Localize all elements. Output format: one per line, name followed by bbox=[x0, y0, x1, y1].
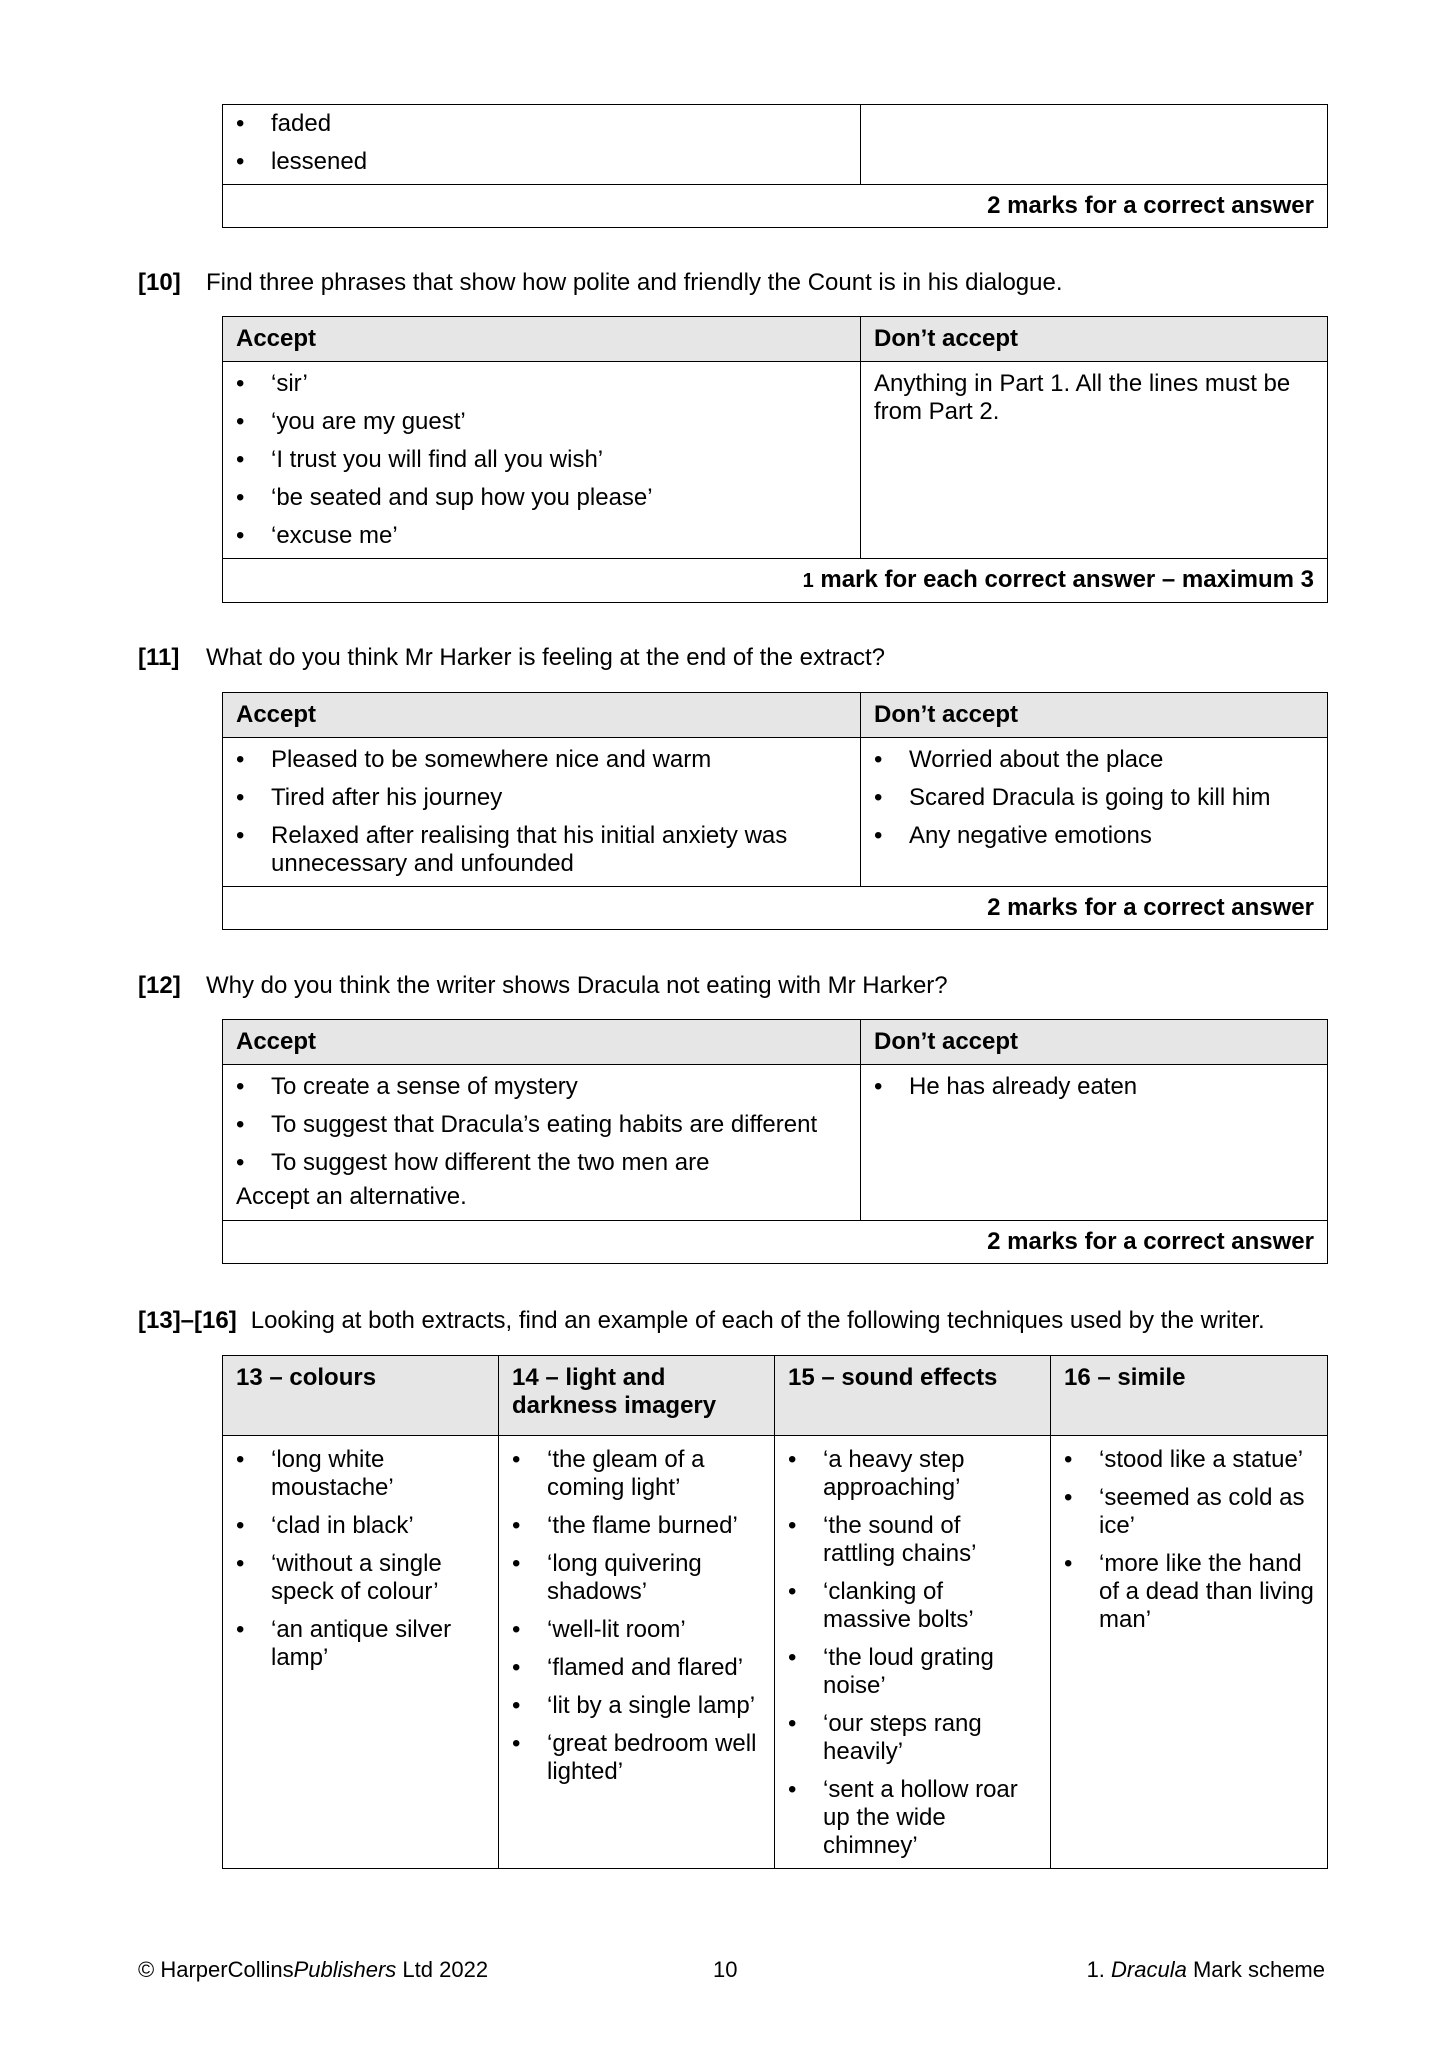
list-item: • Pleased to be somewhere nice and warm bbox=[236, 746, 847, 774]
list-item: • ‘seemed as cold as ice’ bbox=[1064, 1484, 1314, 1540]
question-11 bbox=[138, 643, 885, 673]
light-cell bbox=[499, 1436, 775, 1869]
accept-note: Accept an alternative. bbox=[236, 1183, 467, 1210]
list-item: • Worried about the place bbox=[874, 746, 1314, 774]
sound-cell bbox=[775, 1436, 1051, 1869]
list-item: • Relaxed after realising that his initial anxiety was unnecessary and unfounded bbox=[236, 822, 847, 878]
doc-prefix: 1. bbox=[1086, 1957, 1112, 1982]
footer-doc-title bbox=[1087, 1955, 1325, 1985]
dont-accept-header: Don’t accept bbox=[861, 317, 1328, 362]
question-text: Looking at both extracts, find an example of each of the following techniques used by the writer. bbox=[250, 1307, 1265, 1334]
question-12 bbox=[138, 971, 948, 1001]
question-text: What do you think Mr Harker is feeling at the end of the extract? bbox=[206, 644, 886, 671]
list-item: • To suggest that Dracula’s eating habits are different bbox=[236, 1111, 847, 1139]
accept-header: Accept bbox=[223, 1020, 861, 1065]
list-item: • ‘without a single speck of colour’ bbox=[236, 1550, 485, 1606]
q11-table bbox=[222, 692, 1328, 930]
list-item: • ‘sir’ bbox=[236, 370, 847, 398]
footer-copyright bbox=[138, 1955, 488, 1985]
list-item: • faded bbox=[236, 110, 847, 138]
q10-table bbox=[222, 316, 1328, 603]
list-item: • He has already eaten bbox=[874, 1073, 1314, 1101]
list-item: • ‘our steps rang heavily’ bbox=[788, 1710, 1037, 1766]
column-header-light: 14 – light and darkness imagery bbox=[499, 1356, 775, 1436]
list-item: • ‘lit by a single lamp’ bbox=[512, 1692, 761, 1720]
page-number: 10 bbox=[713, 1957, 738, 1982]
list-item: • To suggest how different the two men are bbox=[236, 1149, 847, 1177]
question-13-16 bbox=[138, 1306, 1265, 1336]
column-header-sound: 15 – sound effects bbox=[775, 1356, 1051, 1436]
marks-row: 2 marks for a correct answer bbox=[223, 185, 1328, 228]
question-number: [10] bbox=[138, 269, 181, 296]
doc-title-italic: Dracula bbox=[1111, 1957, 1187, 1982]
list-item: • ‘sent a hollow roar up the wide chimney’ bbox=[788, 1776, 1037, 1860]
list-item: • ‘great bedroom well lighted’ bbox=[512, 1730, 761, 1786]
marks-number: 1 bbox=[802, 570, 814, 592]
dont-accept-cell: Anything in Part 1. All the lines must be from Part 2. bbox=[861, 362, 1328, 559]
question-number: [11] bbox=[138, 644, 180, 671]
list-item: • Tired after his journey bbox=[236, 784, 847, 812]
top-accept-cell bbox=[223, 105, 861, 185]
column-header-colours: 13 – colours bbox=[223, 1356, 499, 1436]
list-item: • ‘a heavy step approaching’ bbox=[788, 1446, 1037, 1502]
list-item: • ‘be seated and sup how you please’ bbox=[236, 484, 847, 512]
simile-cell bbox=[1051, 1436, 1328, 1869]
question-text: Why do you think the writer shows Dracula not eating with Mr Harker? bbox=[206, 972, 948, 999]
list-item: • ‘the flame burned’ bbox=[512, 1512, 761, 1540]
top-answer-table bbox=[222, 104, 1328, 228]
copyright-publishers: Publishers bbox=[293, 1957, 397, 1982]
list-item: • ‘clad in black’ bbox=[236, 1512, 485, 1540]
marks-row: 2 marks for a correct answer bbox=[223, 887, 1328, 930]
list-item: • ‘flamed and flared’ bbox=[512, 1654, 761, 1682]
accept-cell bbox=[223, 738, 861, 887]
marks-row: 2 marks for a correct answer bbox=[223, 1221, 1328, 1264]
marks-row bbox=[223, 559, 1328, 603]
accept-cell bbox=[223, 362, 861, 559]
dont-accept-cell bbox=[861, 738, 1328, 887]
question-number: [12] bbox=[138, 972, 181, 999]
list-item: • lessened bbox=[236, 148, 847, 176]
dont-accept-header: Don’t accept bbox=[861, 693, 1328, 738]
doc-suffix: Mark scheme bbox=[1186, 1957, 1325, 1982]
question-text: Find three phrases that show how polite and friendly the Count is in his dialogue. bbox=[206, 269, 1063, 296]
column-header-simile: 16 – simile bbox=[1051, 1356, 1328, 1436]
accept-header: Accept bbox=[223, 317, 861, 362]
list-item: • ‘the sound of rattling chains’ bbox=[788, 1512, 1037, 1568]
list-item: • ‘the gleam of a coming light’ bbox=[512, 1446, 761, 1502]
list-item: • ‘I trust you will find all you wish’ bbox=[236, 446, 847, 474]
accept-cell bbox=[223, 1065, 861, 1221]
list-item: • ‘you are my guest’ bbox=[236, 408, 847, 436]
copyright-suffix: Ltd 2022 bbox=[396, 1957, 489, 1982]
q12-table bbox=[222, 1019, 1328, 1264]
list-item: • ‘well-lit room’ bbox=[512, 1616, 761, 1644]
techniques-table bbox=[222, 1355, 1328, 1869]
question-number: [13]–[16] bbox=[138, 1307, 237, 1334]
list-item: • Scared Dracula is going to kill him bbox=[874, 784, 1314, 812]
dont-accept-header: Don’t accept bbox=[861, 1020, 1328, 1065]
colours-cell bbox=[223, 1436, 499, 1869]
list-item: • ‘long quivering shadows’ bbox=[512, 1550, 761, 1606]
list-item: • ‘clanking of massive bolts’ bbox=[788, 1578, 1037, 1634]
marks-text: mark for each correct answer – maximum 3 bbox=[820, 566, 1314, 593]
list-item: • ‘more like the hand of a dead than living man’ bbox=[1064, 1550, 1314, 1634]
list-item: • ‘an antique silver lamp’ bbox=[236, 1616, 485, 1672]
dont-accept-cell bbox=[861, 1065, 1328, 1221]
list-item: • ‘stood like a statue’ bbox=[1064, 1446, 1314, 1474]
list-item: • ‘long white moustache’ bbox=[236, 1446, 485, 1502]
question-10 bbox=[138, 268, 1063, 298]
list-item: • ‘the loud grating noise’ bbox=[788, 1644, 1037, 1700]
accept-header: Accept bbox=[223, 693, 861, 738]
list-item: • Any negative emotions bbox=[874, 822, 1314, 850]
list-item: • ‘excuse me’ bbox=[236, 522, 847, 550]
list-item: • To create a sense of mystery bbox=[236, 1073, 847, 1101]
top-dont-accept-cell bbox=[861, 105, 1328, 185]
copyright-prefix: © HarperCollins bbox=[138, 1957, 294, 1982]
